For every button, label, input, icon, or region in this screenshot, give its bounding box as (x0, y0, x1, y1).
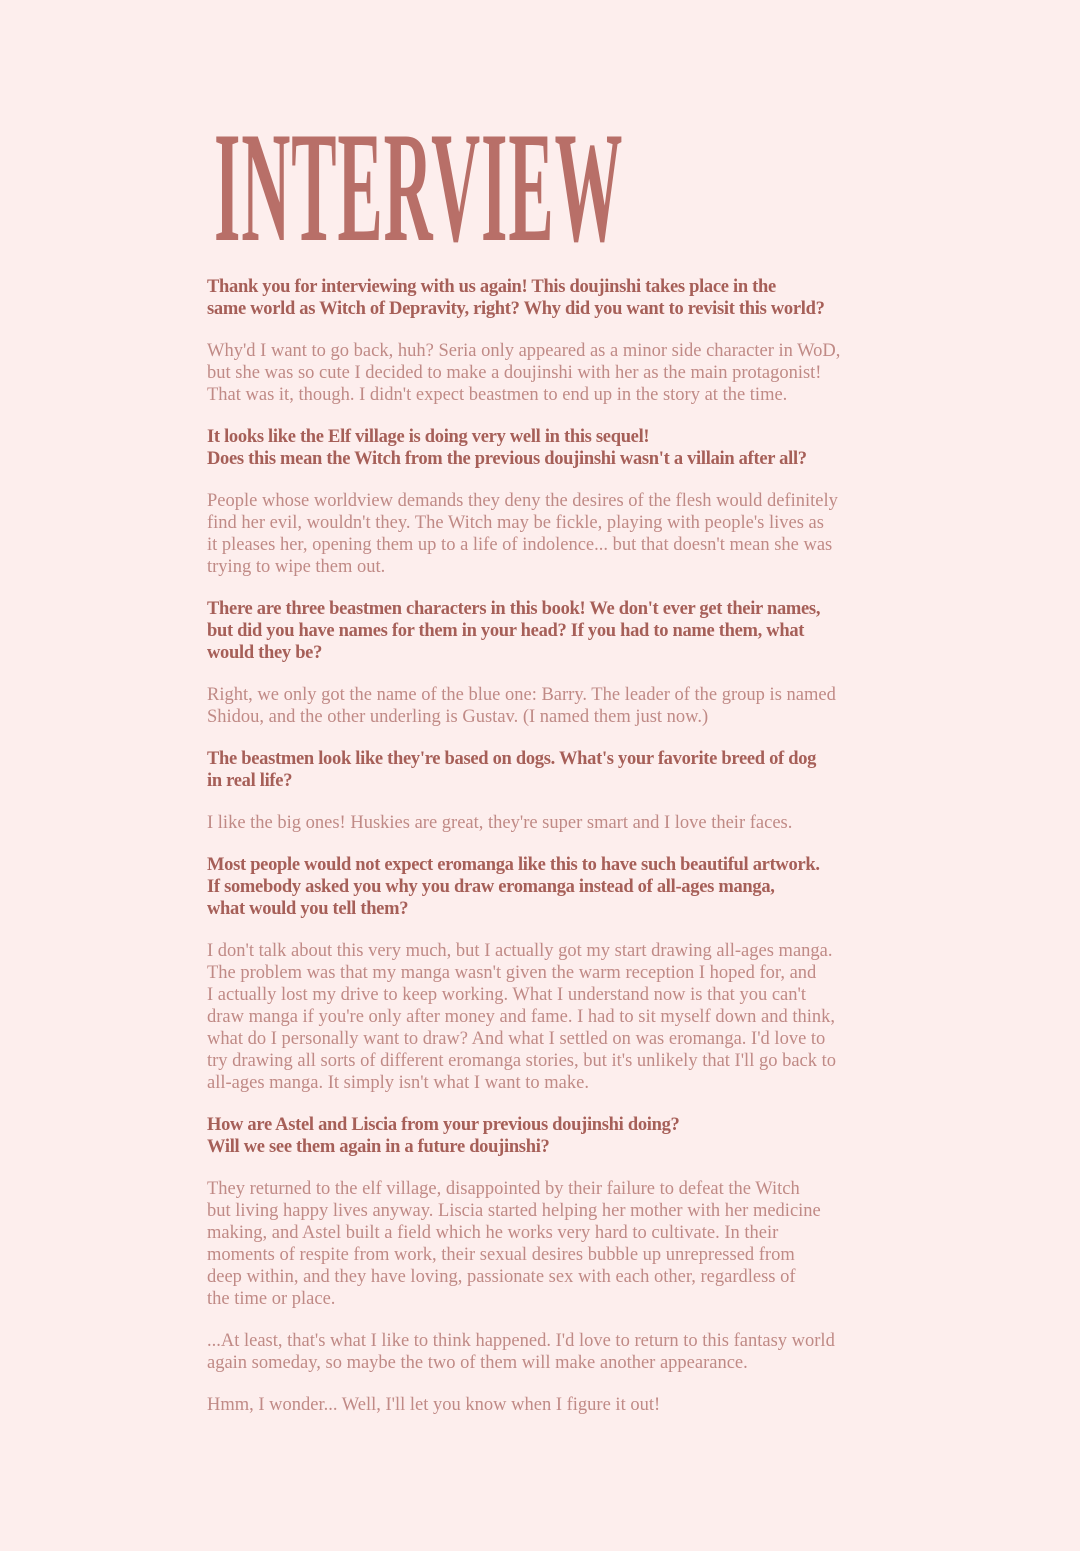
interview-answer (207, 1330, 907, 1374)
interview-question (207, 748, 907, 792)
text-line: ...At least, that's what I like to think happened. I'd love to return to this fantasy world (207, 1331, 835, 1351)
text-line: I actually lost my drive to keep working. What I understand now is that you can't (207, 985, 806, 1005)
text-line: moments of respite from work, their sexual desires bubble up unrepressed from (207, 1245, 795, 1265)
text-line: The beastmen look like they're based on dogs. What's your favorite breed of dog (207, 749, 817, 769)
text-line: in real life? (207, 771, 293, 791)
text-line: I don't talk about this very much, but I actually got my start drawing all-ages manga. (207, 941, 833, 961)
interview-question (207, 598, 907, 664)
text-line: what would you tell them? (207, 899, 409, 919)
interview-question (207, 1114, 907, 1158)
text-line: Shidou, and the other underling is Gustav. (I named them just now.) (207, 707, 709, 727)
text-line: How are Astel and Liscia from your previous doujinshi doing? (207, 1115, 680, 1135)
text-line: They returned to the elf village, disappointed by their failure to defeat the Witch (207, 1179, 800, 1199)
text-line: all-ages manga. It simply isn't what I want to make. (207, 1073, 589, 1093)
text-line: Right, we only got the name of the blue one: Barry. The leader of the group is named (207, 685, 836, 705)
interview-question (207, 854, 907, 920)
text-line: trying to wipe them out. (207, 557, 386, 577)
interview-question (207, 276, 907, 320)
text-line: Most people would not expect eromanga like this to have such beautiful artwork. (207, 855, 820, 875)
text-line: but she was so cute I decided to make a doujinshi with her as the main protagonist! (207, 363, 822, 383)
interview-answer (207, 684, 907, 728)
page-title: INTERVIEW (214, 100, 624, 275)
text-line: making, and Astel built a field which he works very hard to cultivate. In their (207, 1223, 779, 1243)
interview-body (207, 276, 907, 1436)
text-line: I like the big ones! Huskies are great, they're super smart and I love their faces. (207, 813, 793, 833)
text-line: There are three beastmen characters in this book! We don't ever get their names, (207, 599, 821, 619)
text-line: That was it, though. I didn't expect beastmen to end up in the story at the time. (207, 385, 788, 405)
text-line: Does this mean the Witch from the previous doujinshi wasn't a villain after all? (207, 449, 807, 469)
text-line: draw manga if you're only after money and fame. I had to sit myself down and think, (207, 1007, 836, 1027)
interview-answer (207, 1178, 907, 1310)
text-line: try drawing all sorts of different eromanga stories, but it's unlikely that I'll go back to (207, 1051, 837, 1071)
text-line: People whose worldview demands they deny the desires of the flesh would definitely (207, 491, 838, 511)
interview-answer (207, 812, 907, 834)
text-line: Hmm, I wonder... Well, I'll let you know when I figure it out! (207, 1395, 661, 1415)
text-line: If somebody asked you why you draw eromanga instead of all-ages manga, (207, 877, 775, 897)
interview-answer (207, 490, 907, 578)
text-line: Thank you for interviewing with us again! This doujinshi takes place in the (207, 277, 776, 297)
text-line: would they be? (207, 643, 323, 663)
text-line: but living happy lives anyway. Liscia started helping her mother with her medicine (207, 1201, 821, 1221)
interview-question (207, 426, 907, 470)
interview-answer (207, 1394, 907, 1416)
text-line: the time or place. (207, 1289, 336, 1309)
text-line: It looks like the Elf village is doing very well in this sequel! (207, 427, 650, 447)
text-line: Will we see them again in a future doujinshi? (207, 1137, 550, 1157)
text-line: same world as Witch of Depravity, right? Why did you want to revisit this world? (207, 299, 825, 319)
text-line: it pleases her, opening them up to a life of indolence... but that doesn't mean she was (207, 535, 833, 555)
text-line: but did you have names for them in your head? If you had to name them, what (207, 621, 805, 641)
interview-answer (207, 940, 907, 1094)
text-line: Why'd I want to go back, huh? Seria only appeared as a minor side character in WoD, (207, 341, 841, 361)
text-line: deep within, and they have loving, passionate sex with each other, regardless of (207, 1267, 796, 1287)
text-line: again someday, so maybe the two of them will make another appearance. (207, 1353, 748, 1373)
text-line: find her evil, wouldn't they. The Witch may be fickle, playing with people's lives as (207, 513, 824, 533)
text-line: what do I personally want to draw? And what I settled on was eromanga. I'd love to (207, 1029, 826, 1049)
interview-answer (207, 340, 907, 406)
text-line: The problem was that my manga wasn't given the warm reception I hoped for, and (207, 963, 817, 983)
